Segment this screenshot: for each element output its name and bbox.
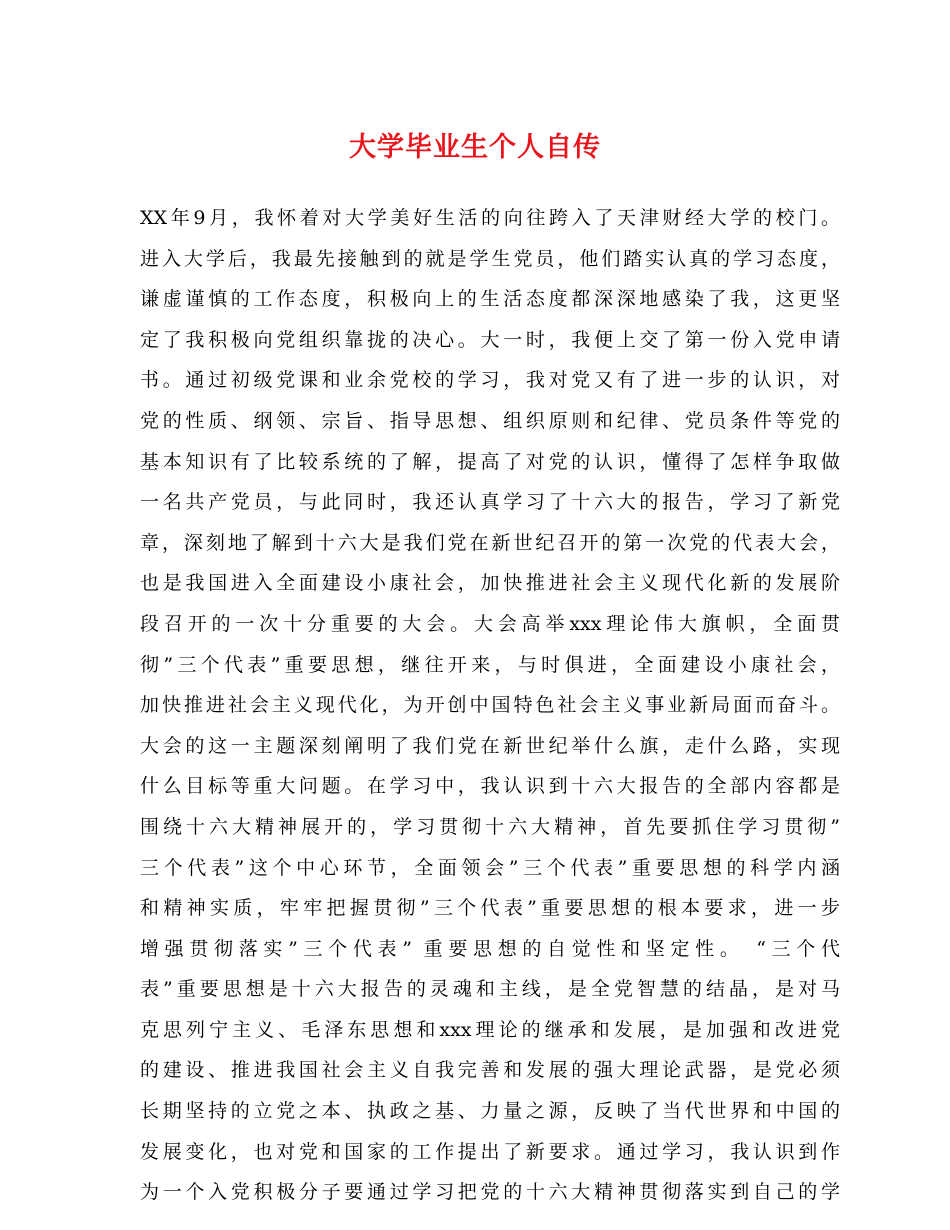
- body-line: 书。通过初级党课和业余党校的学习，我对党又有了进一步的认识，对: [140, 369, 840, 392]
- body-line: 长期坚持的立党之本、执政之基、力量之源，反映了当代世界和中国的: [140, 1100, 840, 1123]
- body-line: 表”重要思想是十六大报告的灵魂和主线，是全党智慧的结晶，是对马: [140, 978, 840, 1001]
- body-line: 进入大学后，我最先接触到的就是学生党员，他们踏实认真的学习态度，: [140, 247, 840, 270]
- body-line: 谦虚谨慎的工作态度，积极向上的生活态度都深深地感染了我，这更坚: [140, 288, 840, 311]
- body-line: 和精神实质，牢牢把握贯彻”三个代表”重要思想的根本要求，进一步: [140, 897, 840, 920]
- body-line: 一名共产党员，与此同时，我还认真学习了十六大的报告，学习了新党: [140, 491, 840, 514]
- body-line: 克思列宁主义、毛泽东思想和xxx理论的继承和发展，是加强和改进党: [140, 1018, 840, 1041]
- body-line: 什么目标等重大问题。在学习中，我认识到十六大报告的全部内容都是: [140, 775, 840, 798]
- document-body: [140, 198, 840, 1213]
- body-line: 基本知识有了比较系统的了解，提高了对党的认识，懂得了怎样争取做: [140, 450, 840, 473]
- body-line: 为一个入党积极分子要通过学习把党的十六大精神贯彻落实到自己的学: [140, 1181, 840, 1204]
- body-line: 围绕十六大精神展开的，学习贯彻十六大精神，首先要抓住学习贯彻”: [140, 815, 840, 838]
- body-line: 加快推进社会主义现代化，为开创中国特色社会主义事业新局面而奋斗。: [140, 694, 840, 717]
- body-line: 三个代表”这个中心环节，全面领会”三个代表”重要思想的科学内涵: [140, 856, 840, 879]
- body-line: 发展变化，也对党和国家的工作提出了新要求。通过学习，我认识到作: [140, 1140, 840, 1163]
- body-line: 党的性质、纲领、宗旨、指导思想、组织原则和纪律、党员条件等党的: [140, 409, 840, 432]
- body-line: XX年9月，我怀着对大学美好生活的向往跨入了天津财经大学的校门。: [140, 207, 840, 229]
- body-line: 彻”三个代表”重要思想，继往开来，与时俱进，全面建设小康社会，: [140, 653, 840, 676]
- body-line: 定了我积极向党组织靠拢的决心。大一时，我便上交了第一份入党申请: [140, 328, 840, 351]
- body-line: 章，深刻地了解到十六大是我们党在新世纪召开的第一次党的代表大会，: [140, 531, 840, 554]
- body-line: 也是我国进入全面建设小康社会，加快推进社会主义现代化新的发展阶: [140, 572, 840, 595]
- body-line: 增强贯彻落实”三个代表” 重要思想的自觉性和坚定性。 “三个代: [140, 937, 840, 960]
- document-title: 大学毕业生个人自传: [349, 132, 601, 163]
- body-line: 的建设、推进我国社会主义自我完善和发展的强大理论武器，是党必须: [140, 1059, 840, 1082]
- body-line: 段召开的一次十分重要的大会。大会高举xxx理论伟大旗帜，全面贯: [140, 612, 840, 635]
- body-line: 大会的这一主题深刻阐明了我们党在新世纪举什么旗，走什么路，实现: [140, 734, 840, 757]
